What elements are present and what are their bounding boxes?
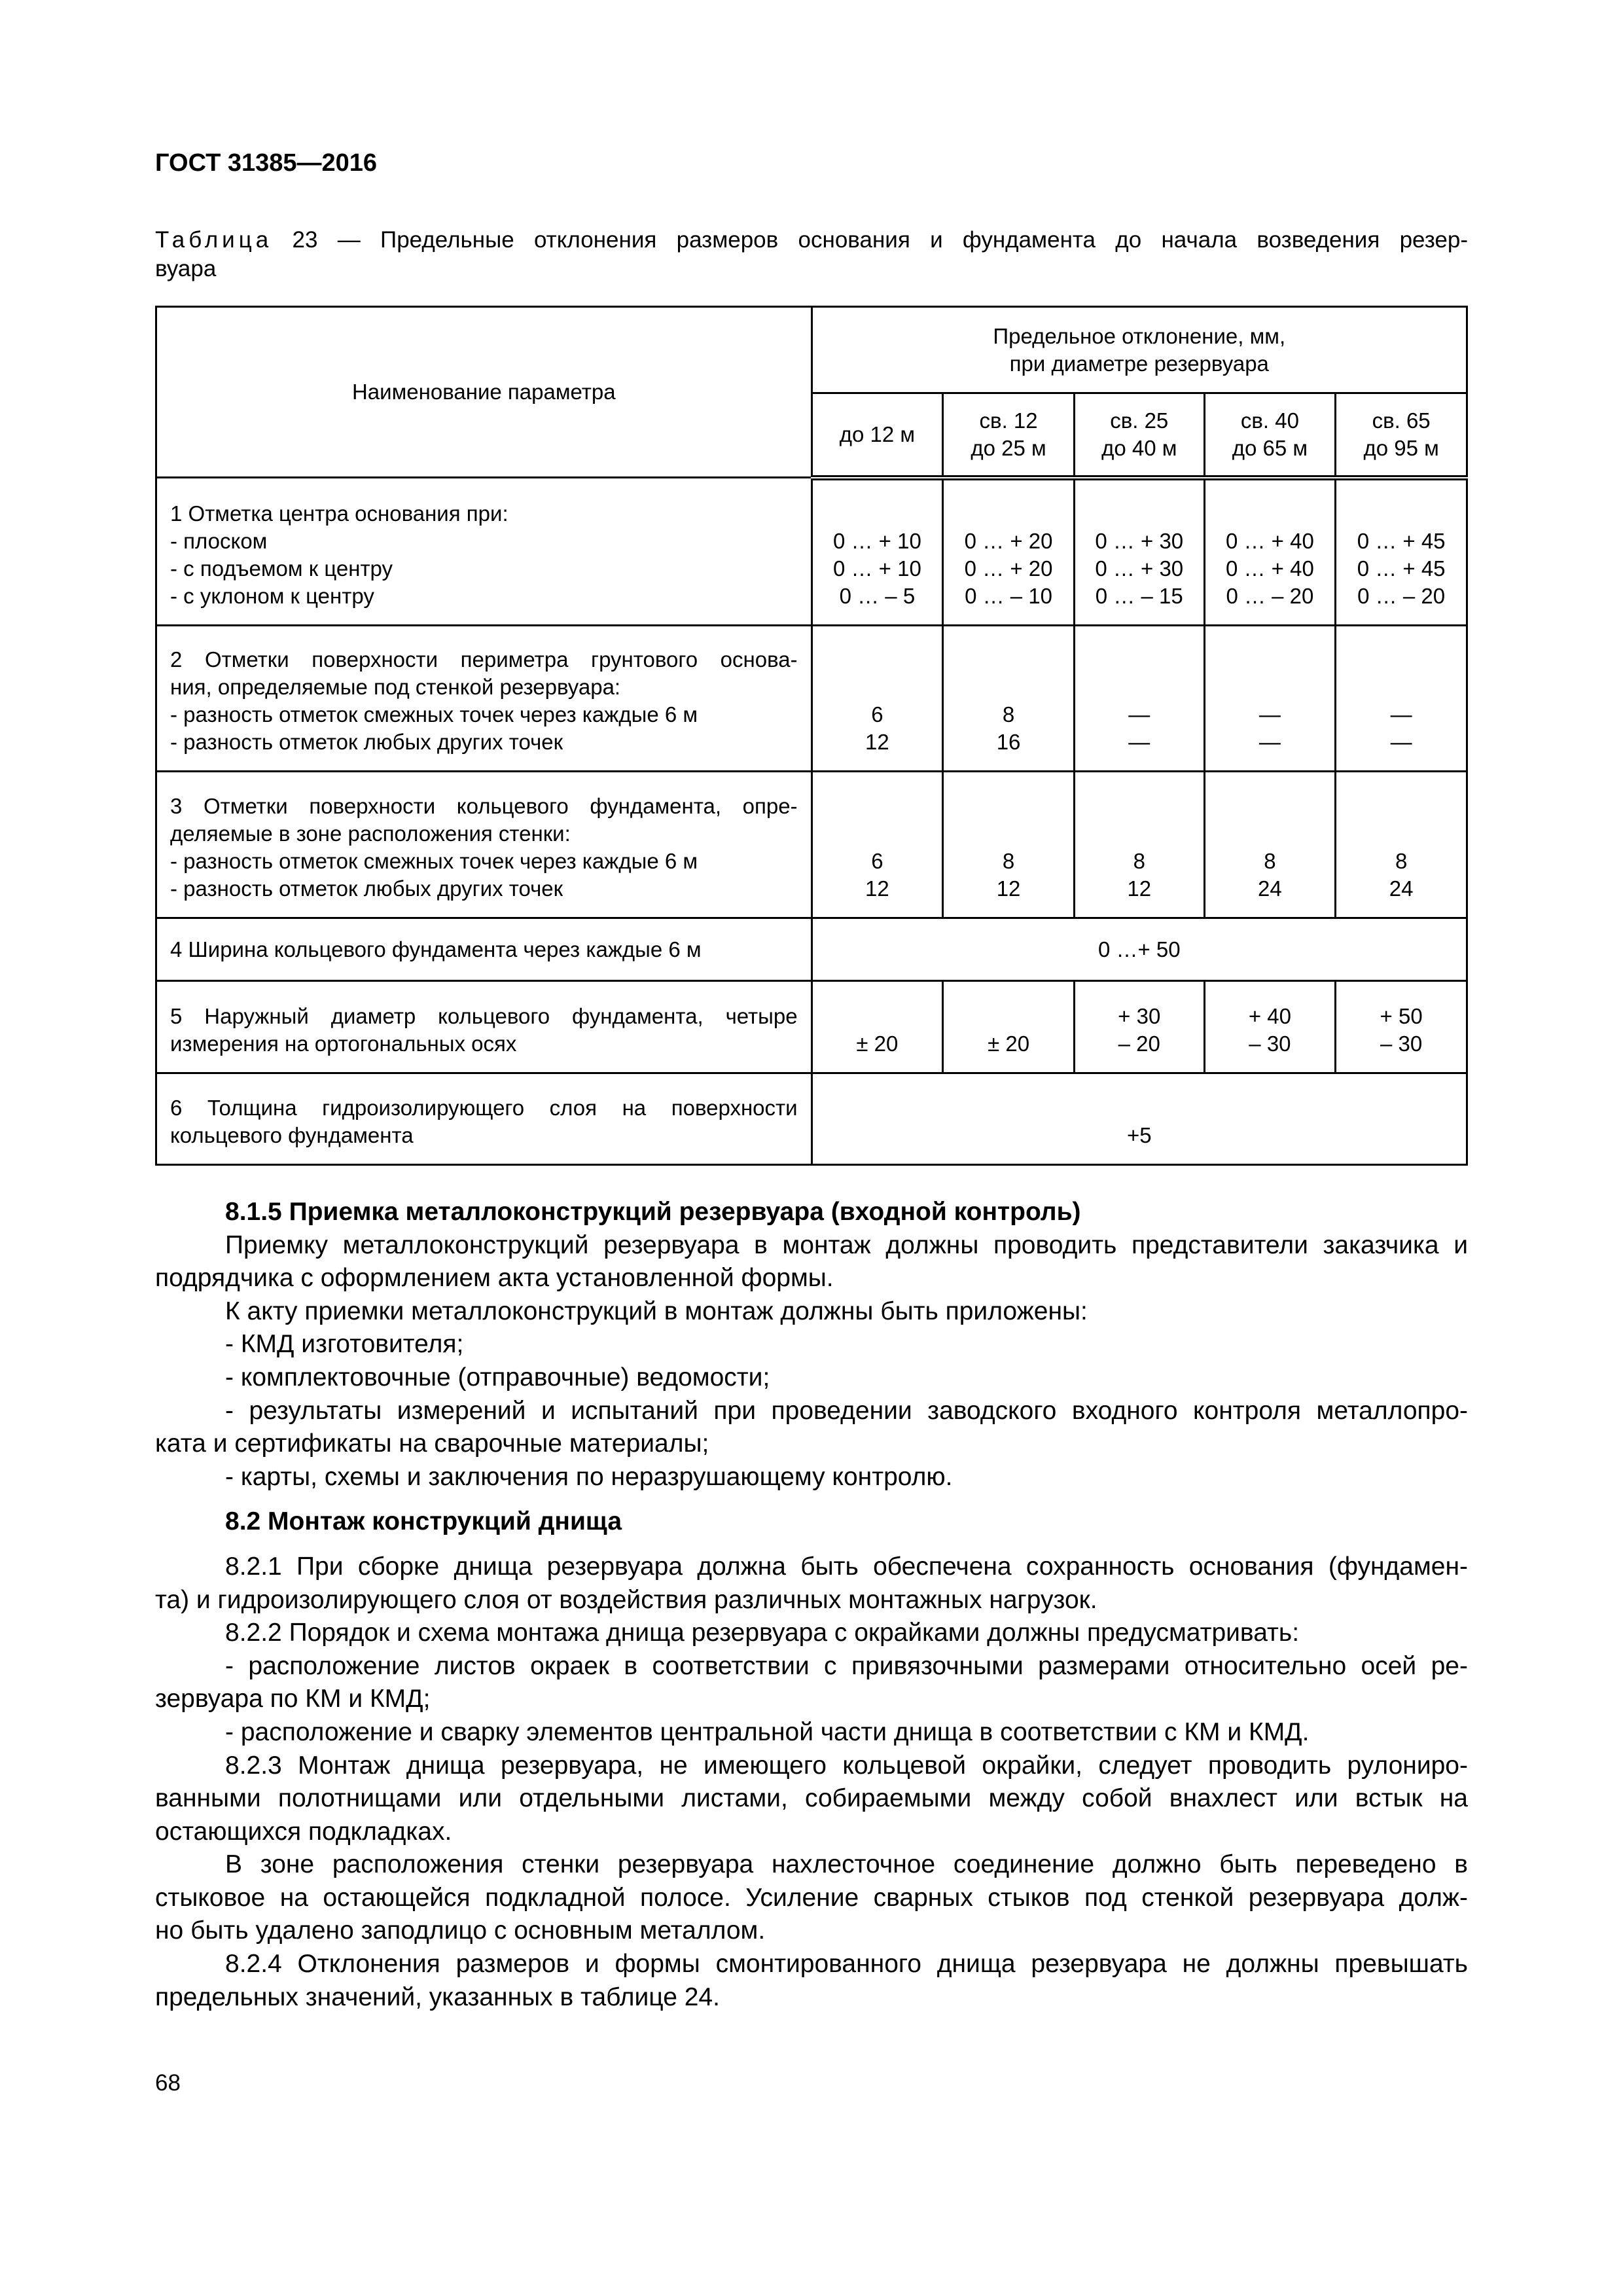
list-item: зервуара по КМ и КМД; [155, 1685, 431, 1713]
table-caption [155, 226, 1468, 283]
parameter-name: 5 Наружный диаметр кольцевого фундамента, четыре измерения на ортогональных осях [156, 981, 812, 1073]
table-row [156, 1073, 1467, 1165]
paragraph-line: 8.2.1 При сборке днища резервуара должна быть обеспечена сохранность основания (фундамен- [225, 1552, 1468, 1581]
deviation-value: 0 … + 20 0 … + 20 0 … – 10 [943, 478, 1075, 626]
table-row [156, 981, 1467, 1073]
deviation-value: 8 12 [943, 772, 1075, 918]
parameter-name: 1 Отметка центра основания при: - плоском - с подъемом к центру - с уклоном к центру [156, 478, 812, 626]
list-item: ката и сертификаты на сварочные материалы; [155, 1429, 709, 1458]
deviation-value: + 50 – 30 [1336, 981, 1467, 1073]
section-heading-8-1-5: 8.1.5 Приемка металлоконструкций резервуара (входной контроль) [225, 1198, 1081, 1226]
paragraph-line: 8.2.4 Отклонения размеров и формы смонтированного днища резервуара не должны превышать [225, 1950, 1468, 1979]
deviation-table [155, 306, 1468, 1166]
deviation-value: 8 24 [1336, 772, 1467, 918]
deviation-value: 6 12 [812, 626, 943, 772]
deviation-value: 0 … + 30 0 … + 30 0 … – 15 [1074, 478, 1204, 626]
paragraph-line: та) и гидроизолирующего слоя от воздействия различных монтажных нагрузок. [155, 1585, 1097, 1614]
list-item: - карты, схемы и заключения по неразрушающему контролю. [225, 1462, 953, 1491]
deviation-value: ± 20 [812, 981, 943, 1073]
caption-line: Таблица 23 — Предельные отклонения размеров основания и фундамента до начала возведения резер- [155, 227, 1468, 253]
deviation-value: ± 20 [943, 981, 1075, 1073]
deviation-value: 8 16 [943, 626, 1075, 772]
deviation-value: 6 12 [812, 772, 943, 918]
diameter-column-header: св. 40 до 65 м [1204, 393, 1336, 478]
parameter-name: 3 Отметки поверхности кольцевого фундамента, опре- деляемые в зоне расположения стенки: - разность отметок смежных точек через каждые 6 м - разность отметок любых других точек [156, 772, 812, 918]
paragraph-line: ванными полотнищами или отдельными листами, собираемыми между собой внахлест или встык на [155, 1784, 1468, 1813]
deviation-header: Предельное отклонение, мм, при диаметре резервуара [812, 307, 1467, 393]
diameter-column-header: до 12 м [812, 393, 943, 478]
list-item: - результаты измерений и испытаний при проведении заводского входного контроля металлопро- [225, 1396, 1468, 1425]
caption-label: Таблица [155, 227, 273, 253]
deviation-value: 8 12 [1074, 772, 1204, 918]
paragraph-line: но быть удалено заподлицо с основным металлом. [155, 1916, 766, 1945]
deviation-value: — — [1204, 626, 1336, 772]
caption-line: вуара [155, 256, 217, 281]
paragraph-line: Приемку металлоконструкций резервуара в монтаж должны проводить представители заказчика и [225, 1230, 1468, 1259]
paragraph-line: стыковое на остающейся подкладной полосе. Усиление сварных стыков под стенкой резервуара долж- [155, 1883, 1468, 1912]
parameter-name: 2 Отметки поверхности периметра грунтового основа- ния, определяемые под стенкой резервуара: - разность отметок смежных точек через каждые 6 м - разность отметок любых других точек [156, 626, 812, 772]
deviation-value: +5 [812, 1073, 1467, 1165]
list-item: - расположение и сварку элементов центральной части днища в соответствии с КМ и КМД. [225, 1717, 1310, 1746]
paragraph-line: предельных значений, указанных в таблице 24. [155, 1982, 720, 2011]
paragraph-line: К акту приемки металлоконструкций в монтаж должны быть приложены: [225, 1297, 1088, 1325]
param-header: Наименование параметра [156, 307, 812, 478]
parameter-name: 4 Ширина кольцевого фундамента через каждые 6 м [156, 918, 812, 981]
deviation-value: + 30 – 20 [1074, 981, 1204, 1073]
paragraph-line: остающихся подкладках. [155, 1817, 452, 1846]
deviation-value: 8 24 [1204, 772, 1336, 918]
list-item: - КМД изготовителя; [225, 1330, 464, 1359]
diameter-column-header: св. 65 до 95 м [1336, 393, 1467, 478]
body-text [155, 1196, 1468, 2014]
list-item: - расположение листов окраек в соответствии с привязочными размерами относительно осей ре- [225, 1651, 1468, 1680]
deviation-value: — — [1074, 626, 1204, 772]
deviation-value: 0 … + 45 0 … + 45 0 … – 20 [1336, 478, 1467, 626]
paragraph-line: В зоне расположения стенки резервуара нахлесточное соединение должно быть переведено в [225, 1850, 1468, 1879]
table-row [156, 626, 1467, 772]
document-header: ГОСТ 31385—2016 [155, 149, 378, 177]
deviation-value: 0 …+ 50 [812, 918, 1467, 981]
deviation-value: 0 … + 40 0 … + 40 0 … – 20 [1204, 478, 1336, 626]
paragraph-line: подрядчика с оформлением акта установленной формы. [155, 1264, 834, 1293]
paragraph-line: 8.2.3 Монтаж днища резервуара, не имеющего кольцевой окрайки, следует проводить рулониро- [225, 1751, 1468, 1780]
paragraph-line: 8.2.2 Порядок и схема монтажа днища резервуара с окрайками должны предусматривать: [225, 1619, 1300, 1647]
section-heading-8-2: 8.2 Монтаж конструкций днища [225, 1507, 622, 1536]
page-number: 68 [155, 2070, 181, 2096]
parameter-name: 6 Толщина гидроизолирующего слоя на поверхности кольцевого фундамента [156, 1073, 812, 1165]
deviation-value: — — [1336, 626, 1467, 772]
diameter-column-header: св. 12 до 25 м [943, 393, 1075, 478]
diameter-column-header: св. 25 до 40 м [1074, 393, 1204, 478]
deviation-value: + 40 – 30 [1204, 981, 1336, 1073]
table-row [156, 772, 1467, 918]
table-row [156, 918, 1467, 981]
table-row [156, 478, 1467, 626]
deviation-value: 0 … + 10 0 … + 10 0 … – 5 [812, 478, 943, 626]
list-item: - комплектовочные (отправочные) ведомости; [225, 1363, 770, 1391]
